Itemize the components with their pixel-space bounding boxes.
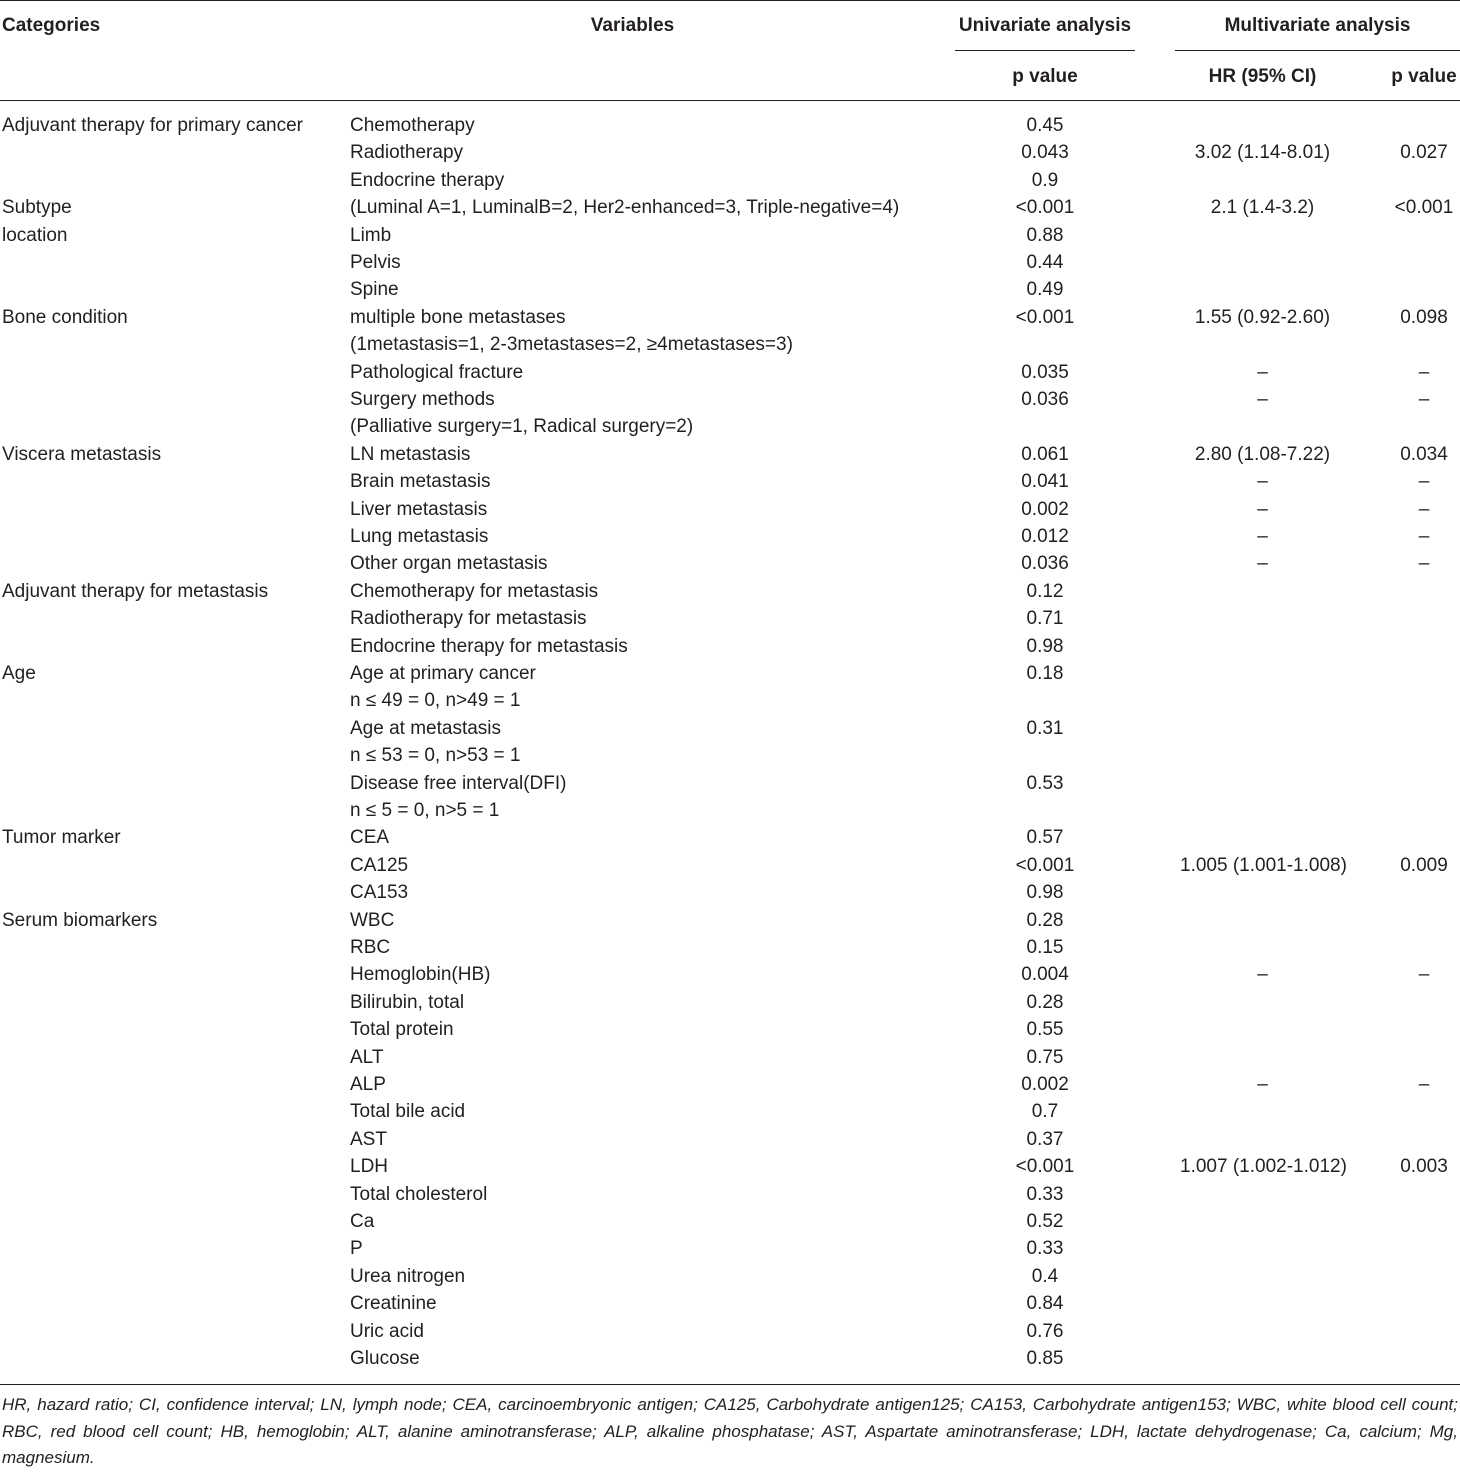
row-univariate-p: 0.18 [1026, 663, 1064, 684]
row-univariate-p: 0.85 [1026, 1348, 1064, 1369]
multivariate-underline [1175, 50, 1460, 51]
row-variable: CA125 [350, 854, 409, 876]
table-row [0, 523, 1460, 550]
row-multivariate-p: 0.003 [1400, 1156, 1448, 1178]
row-hazard-ratio: – [1257, 964, 1268, 986]
row-univariate-p: 0.88 [1026, 224, 1064, 246]
row-univariate-p: 0.33 [1026, 1183, 1064, 1205]
row-univariate-p: 0.041 [1021, 471, 1069, 493]
row-variable: Total bile acid [350, 1101, 466, 1123]
row-variable: Age at primary cancer [350, 663, 536, 684]
header-categories: Categories [2, 15, 101, 36]
row-hazard-ratio: – [1257, 471, 1268, 493]
row-category: Adjuvant therapy for primary cancer [2, 115, 303, 136]
row-multivariate-p: – [1418, 553, 1430, 575]
row-univariate-p: 0.012 [1021, 526, 1069, 547]
row-variable: Chemotherapy [350, 115, 475, 136]
row-variable: Limb [350, 224, 392, 246]
row-univariate-p: 0.55 [1026, 1019, 1064, 1041]
row-variable: Creatinine [350, 1293, 437, 1315]
row-multivariate-p: – [1418, 471, 1430, 493]
row-category: Bone condition [2, 306, 128, 328]
table-row [0, 660, 1460, 687]
row-univariate-p: 0.37 [1026, 1128, 1064, 1150]
row-multivariate-p: – [1418, 526, 1430, 547]
row-category: Tumor marker [2, 827, 121, 849]
row-univariate-p: 0.44 [1026, 252, 1064, 273]
row-univariate-p: <0.001 [1015, 306, 1075, 328]
univariate-underline [955, 50, 1135, 51]
row-multivariate-p: – [1418, 964, 1430, 986]
table-row [0, 112, 1460, 139]
row-variable: Lung metastasis [350, 526, 489, 547]
table-row [0, 1235, 1460, 1262]
row-univariate-p: <0.001 [1015, 854, 1075, 876]
row-variable: Endocrine therapy [350, 169, 505, 191]
row-univariate-p: 0.036 [1021, 389, 1069, 410]
table-row [0, 961, 1460, 988]
row-univariate-p: 0.45 [1026, 115, 1064, 136]
row-hazard-ratio: – [1257, 1074, 1268, 1095]
table-row [0, 386, 1460, 413]
header-hr-ci: HR (95% CI) [1208, 66, 1317, 87]
table-row [0, 413, 1460, 440]
table-row [0, 1016, 1460, 1043]
table-row [0, 468, 1460, 495]
table-row [0, 797, 1460, 824]
table-row [0, 578, 1460, 605]
header-p-value: p value [1012, 66, 1078, 87]
row-hazard-ratio: 1.55 (0.92-2.60) [1194, 306, 1331, 328]
row-variable: Brain metastasis [350, 471, 491, 493]
table-row [0, 633, 1460, 660]
row-variable: (Palliative surgery=1, Radical surgery=2) [350, 416, 694, 438]
row-univariate-p: 0.71 [1026, 608, 1064, 630]
row-variable: n ≤ 53 = 0, n>53 = 1 [350, 745, 521, 767]
row-univariate-p: 0.7 [1031, 1101, 1059, 1123]
row-variable: Liver metastasis [350, 498, 488, 520]
row-variable: ALT [350, 1046, 384, 1068]
row-variable: CEA [350, 827, 390, 849]
row-univariate-p: 0.98 [1026, 882, 1064, 904]
table-footnote: HR, hazard ratio; CI, confidence interval; LN, lymph node; CEA, carcinoembryonic antigen; CA125, Carbohydrate antigen125; CA153, Carbohydrate antigen153; WBC, white blood cell count; RBC, red blood cell count; HB, hemoglobin; ALT, alanine aminotransferase; ALP, alkaline phosphatase; AST, Aspartate aminotransferase; LDH, lactate dehydrogenase; Ca, calcium; Mg, magnesium. [2, 1395, 1458, 1467]
table-row [0, 359, 1460, 386]
row-univariate-p: 0.036 [1021, 553, 1069, 575]
table-row [0, 1345, 1460, 1372]
row-variable: Hemoglobin(HB) [350, 964, 491, 986]
table-row [0, 1044, 1460, 1071]
row-variable: Disease free interval(DFI) [350, 772, 567, 794]
table-row [0, 304, 1460, 331]
row-variable: Ca [350, 1211, 375, 1232]
row-variable: Bilirubin, total [350, 991, 465, 1013]
row-univariate-p: <0.001 [1015, 1156, 1075, 1178]
row-variable: Radiotherapy [350, 142, 464, 164]
row-hazard-ratio: 1.005 (1.001-1.008) [1180, 854, 1347, 876]
table-row [0, 907, 1460, 934]
row-category: Serum biomarkers [2, 909, 158, 931]
table-row [0, 742, 1460, 769]
row-multivariate-p: 0.027 [1400, 142, 1448, 164]
row-hazard-ratio: 2.1 (1.4-3.2) [1210, 197, 1315, 219]
table-row [0, 1071, 1460, 1098]
row-hazard-ratio: – [1257, 526, 1268, 547]
row-univariate-p: 0.15 [1026, 937, 1064, 958]
table-row [0, 715, 1460, 742]
row-variable: (Luminal A=1, LuminalB=2, Her2-enhanced=3, Triple-negative=4) [350, 197, 900, 219]
row-univariate-p: 0.57 [1026, 827, 1064, 849]
row-variable: Total cholesterol [350, 1183, 488, 1205]
row-multivariate-p: 0.034 [1400, 443, 1448, 465]
row-variable: Age at metastasis [350, 717, 502, 739]
row-variable: n ≤ 49 = 0, n>49 = 1 [350, 690, 521, 712]
row-variable: Other organ metastasis [350, 553, 548, 575]
row-category: Viscera metastasis [2, 443, 162, 465]
row-univariate-p: 0.49 [1026, 279, 1064, 301]
row-hazard-ratio: – [1257, 389, 1268, 410]
row-univariate-p: 0.004 [1021, 964, 1069, 986]
row-variable: Total protein [350, 1019, 454, 1041]
row-univariate-p: 0.061 [1021, 443, 1069, 465]
header-rule [0, 100, 1460, 101]
row-univariate-p: 0.84 [1026, 1293, 1064, 1315]
row-univariate-p: 0.002 [1021, 1074, 1069, 1095]
table-row [0, 167, 1460, 194]
row-univariate-p: 0.28 [1026, 991, 1064, 1013]
row-variable: Glucose [350, 1348, 420, 1369]
table-row [0, 249, 1460, 276]
table-row [0, 276, 1460, 303]
row-hazard-ratio: 1.007 (1.002-1.012) [1180, 1156, 1347, 1178]
row-variable: Chemotherapy for metastasis [350, 580, 599, 602]
row-variable: LN metastasis [350, 443, 471, 465]
row-category: Subtype [2, 197, 72, 219]
row-multivariate-p: 0.009 [1400, 854, 1448, 876]
row-variable: RBC [350, 937, 391, 958]
row-hazard-ratio: – [1257, 361, 1268, 383]
table-row [0, 1126, 1460, 1153]
row-variable: Spine [350, 279, 399, 301]
row-variable: Pelvis [350, 252, 401, 273]
table-row [0, 1290, 1460, 1317]
table-row [0, 1098, 1460, 1125]
table-row [0, 852, 1460, 879]
table-row [0, 770, 1460, 797]
row-univariate-p: 0.12 [1026, 580, 1064, 602]
table-row [0, 1263, 1460, 1290]
row-hazard-ratio: 3.02 (1.14-8.01) [1194, 142, 1331, 164]
row-hazard-ratio: 2.80 (1.08-7.22) [1194, 443, 1331, 465]
row-univariate-p: 0.98 [1026, 635, 1064, 657]
table-row [0, 496, 1460, 523]
row-variable: AST [350, 1128, 387, 1150]
row-variable: Radiotherapy for metastasis [350, 608, 587, 630]
table-row [0, 1153, 1460, 1180]
row-univariate-p: 0.4 [1031, 1265, 1059, 1287]
row-univariate-p: 0.035 [1021, 361, 1069, 383]
row-multivariate-p: – [1418, 498, 1430, 520]
row-univariate-p: 0.52 [1026, 1211, 1064, 1232]
table-row [0, 989, 1460, 1016]
row-hazard-ratio: – [1257, 498, 1268, 520]
row-category: Age [2, 663, 36, 684]
row-univariate-p: 0.76 [1026, 1320, 1064, 1342]
table-row [0, 1181, 1460, 1208]
table-row [0, 222, 1460, 249]
table-row [0, 879, 1460, 906]
row-variable: P [350, 1238, 363, 1260]
table-row [0, 605, 1460, 632]
table-row [0, 139, 1460, 166]
row-hazard-ratio: – [1257, 553, 1268, 575]
top-rule [0, 0, 1460, 1]
row-variable: Urea nitrogen [350, 1265, 466, 1287]
row-multivariate-p: – [1418, 361, 1430, 383]
table-row [0, 194, 1460, 221]
row-univariate-p: <0.001 [1015, 197, 1075, 219]
row-multivariate-p: <0.001 [1394, 197, 1454, 219]
row-variable: ALP [350, 1074, 386, 1095]
row-category: Adjuvant therapy for metastasis [2, 580, 269, 602]
row-category: location [2, 224, 68, 246]
header-multivariate-p-value: p value [1391, 66, 1457, 87]
row-multivariate-p: – [1418, 1074, 1430, 1095]
row-variable: (1metastasis=1, 2-3metastases=2, ≥4metastases=3) [350, 334, 793, 356]
row-variable: Endocrine therapy for metastasis [350, 635, 628, 657]
row-variable: Uric acid [350, 1320, 424, 1342]
table-row [0, 331, 1460, 358]
row-variable: Surgery methods [350, 389, 495, 410]
row-variable: multiple bone metastases [350, 306, 566, 328]
row-univariate-p: 0.9 [1031, 169, 1059, 191]
row-variable: n ≤ 5 = 0, n>5 = 1 [350, 800, 500, 821]
header-univariate: Univariate analysis [958, 15, 1132, 36]
row-univariate-p: 0.31 [1026, 717, 1064, 739]
row-univariate-p: 0.53 [1026, 772, 1064, 794]
table-row [0, 550, 1460, 577]
table-row [0, 934, 1460, 961]
table-row [0, 441, 1460, 468]
row-univariate-p: 0.33 [1026, 1238, 1064, 1260]
row-univariate-p: 0.002 [1021, 498, 1069, 520]
table-row [0, 1318, 1460, 1345]
header-multivariate: Multivariate analysis [1224, 15, 1411, 36]
row-variable: Pathological fracture [350, 361, 524, 383]
row-multivariate-p: – [1418, 389, 1430, 410]
row-univariate-p: 0.043 [1021, 142, 1069, 164]
table-row [0, 687, 1460, 714]
row-multivariate-p: 0.098 [1400, 306, 1448, 328]
row-variable: WBC [350, 909, 395, 931]
table-row [0, 1208, 1460, 1235]
row-variable: CA153 [350, 882, 409, 904]
row-univariate-p: 0.75 [1026, 1046, 1064, 1068]
table-row [0, 824, 1460, 851]
header-variables: Variables [590, 15, 675, 36]
bottom-rule [0, 1384, 1460, 1385]
row-univariate-p: 0.28 [1026, 909, 1064, 931]
row-variable: LDH [350, 1156, 389, 1178]
